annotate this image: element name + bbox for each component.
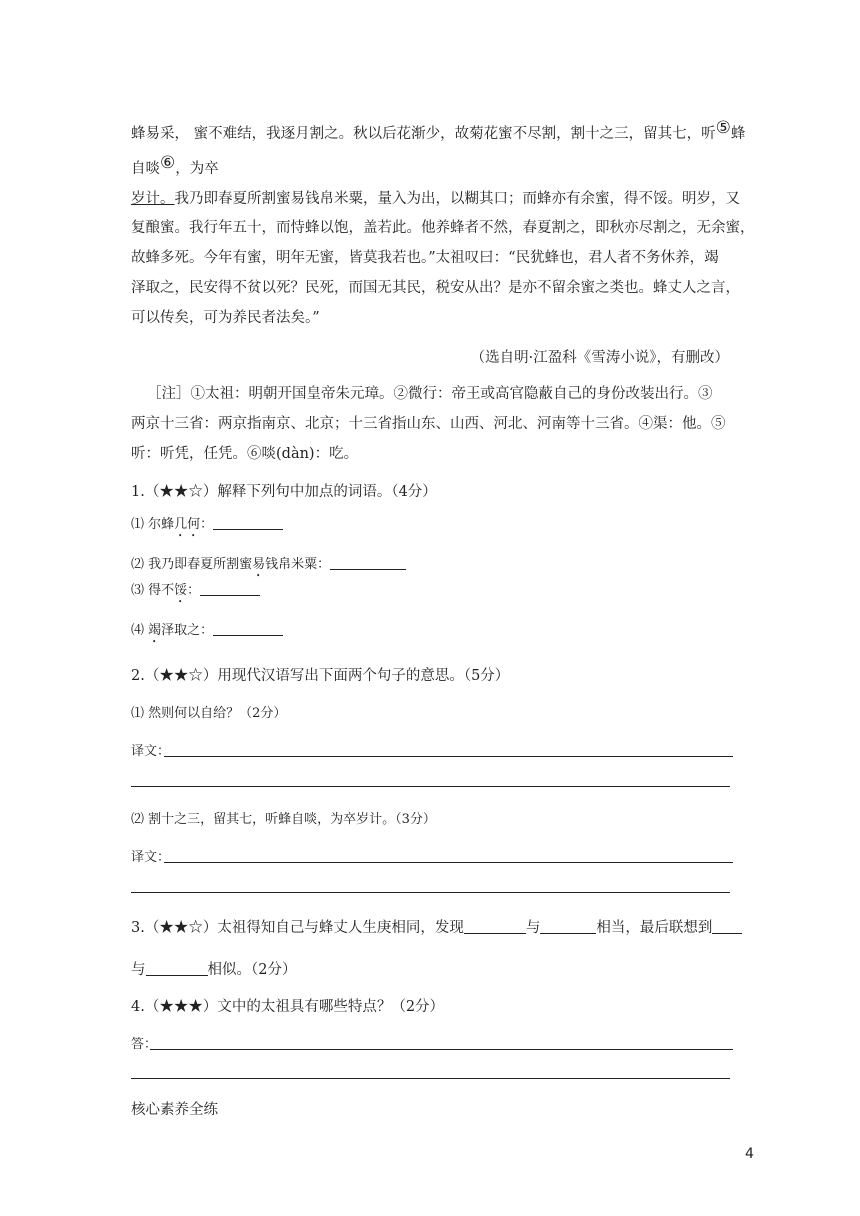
answer-blank[interactable] <box>213 514 283 530</box>
answer-blank[interactable] <box>146 960 208 976</box>
question-text: 相当，最后联想到 <box>596 920 713 936</box>
answer-line[interactable] <box>164 756 733 757</box>
dotted-word: 易 <box>252 557 266 572</box>
question-text: 与 <box>525 920 541 936</box>
question-1-stem: 1.（★★☆）解释下列句中加点的词语。（4分） <box>131 484 437 500</box>
answer-blank[interactable] <box>712 918 742 934</box>
notes-line-3: 听：听凭，任凭。⑥啖(dàn)：吃。 <box>131 446 359 462</box>
passage-text: 蜂 <box>730 126 746 142</box>
translation-label: 译文： <box>131 850 171 865</box>
passage-line-2 <box>131 153 219 179</box>
passage-text: 自啖 <box>131 161 160 177</box>
notes-line-2: 两京十三省：两京指南京、北京；十三省指山东、山西、河北、河南等十三省。④渠：他。⑤ <box>131 416 726 432</box>
answer-line[interactable] <box>164 862 733 863</box>
question-4-stem: 4.（★★★）文中的太祖具有哪些特点？（2分） <box>131 999 445 1015</box>
passage-text: 蜂易采， 蜜不难结，我逐月割之。秋以后花渐少，故菊花蜜不尽割，割十之三，留其七，听 <box>131 126 716 142</box>
answer-label: 答： <box>131 1037 158 1052</box>
section-title: 核心素养全练 <box>131 1102 218 1118</box>
dotted-word: 竭 <box>148 623 162 638</box>
underlined-phrase: 岁计。 <box>131 191 175 207</box>
passage-line-1 <box>131 118 745 144</box>
item-text: ⑶ 得不 <box>131 583 175 598</box>
item-text: ⑷ <box>131 623 149 638</box>
item-text: ⑴ 尔蜂 <box>131 517 175 532</box>
question-text: 3.（★★☆）太祖得知自己与蜂丈人生庚相同，发现 <box>131 920 464 936</box>
page-number: 4 <box>745 1146 754 1162</box>
passage-line-6: 泽取之，民安得不贫以死？民死，而国无其民，税安从出？是亦不留余蜜之类也。蜂丈人之言， <box>131 280 740 296</box>
answer-blank[interactable] <box>213 620 283 636</box>
question-1-item-1 <box>131 514 283 540</box>
answer-blank[interactable] <box>330 554 406 570</box>
passage-text: 我乃即春夏所割蜜易钱帛米粟，量入为出，以糊其口；而蜂亦有余蜜，得不馁。明岁，又 <box>174 191 740 207</box>
item-text: ： <box>187 583 201 598</box>
answer-blank[interactable] <box>464 918 526 934</box>
item-text: ： <box>200 517 214 532</box>
question-text: 与 <box>131 962 146 978</box>
item-text: ⑵ 我乃即春夏所割蜜 <box>131 557 253 572</box>
question-3-line-1 <box>131 918 742 938</box>
question-2-item-1: ⑴ 然则何以自给？（2分） <box>131 706 287 721</box>
answer-line[interactable] <box>150 1049 733 1050</box>
answer-line[interactable] <box>131 786 730 787</box>
answer-line[interactable] <box>131 1078 730 1079</box>
item-text: 泽取之： <box>161 623 214 638</box>
passage-line-5: 故蜂多死。今年有蜜，明年无蜜，皆莫我若也。”太祖叹曰：“民犹蜂也，君人者不务休养，竭 <box>131 250 719 266</box>
question-text: 相似。（2分） <box>207 962 297 978</box>
note-marker: ⑥ <box>160 153 176 173</box>
question-3-line-2 <box>131 960 296 980</box>
question-1-item-3 <box>131 580 260 606</box>
question-1-item-2 <box>131 554 406 580</box>
question-2-stem: 2.（★★☆）用现代汉语写出下面两个句子的意思。（5分） <box>131 668 510 684</box>
translation-label: 译文： <box>131 744 171 759</box>
answer-line[interactable] <box>131 892 730 893</box>
question-1-item-4 <box>131 620 283 646</box>
dotted-word: 馁 <box>174 583 188 598</box>
dotted-word: 几何 <box>174 517 201 532</box>
note-marker: ⑤ <box>715 118 731 138</box>
passage-source: （选自明·江盈科《雪涛小说》，有删改） <box>470 350 729 366</box>
answer-blank[interactable] <box>540 918 596 934</box>
passage-text: ，为卒 <box>175 161 219 177</box>
item-text: 钱帛米粟： <box>265 557 331 572</box>
passage-line-7: 可以传矣，可为养民者法矣。” <box>131 310 320 326</box>
answer-blank[interactable] <box>200 580 260 596</box>
passage-line-4: 复酿蜜。我行年五十，而恃蜂以饱，盖若此。他养蜂者不然，春夏割之，即秋亦尽割之，无余蜜， <box>131 220 755 236</box>
passage-line-3 <box>131 189 740 209</box>
question-2-item-2: ⑵ 割十之三，留其七，听蜂自啖，为卒岁计。（3分） <box>131 812 436 827</box>
notes-line-1: ［注］①太祖：明朝开国皇帝朱元璋。②微行：帝王或高官隐蔽自己的身份改装出行。③ <box>147 386 713 402</box>
